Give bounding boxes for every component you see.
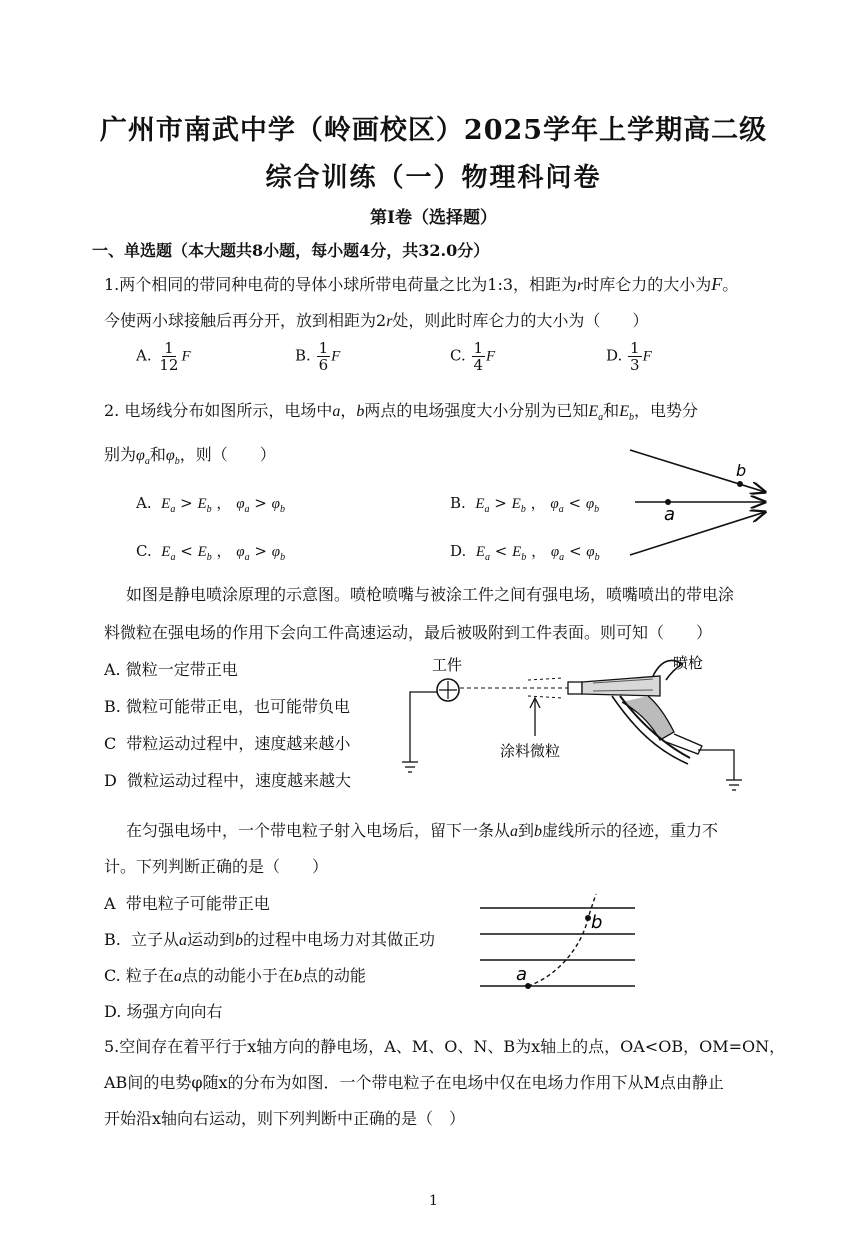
label-a: a — [664, 504, 676, 525]
q2-option-d[interactable]: D. $E_a < E_b$ ， $\varphi_a < \varphi_b$ — [450, 542, 600, 563]
q1-option-c[interactable]: C. $\frac{1}{4}$ F — [450, 339, 496, 374]
q2-option-b[interactable]: B. $E_a > E_b$ ， $\varphi_a < \varphi_b$ — [450, 494, 600, 515]
q3-option-d[interactable]: D 微粒运动过程中，速度越来越大 — [104, 771, 352, 790]
label-a: a — [516, 964, 528, 985]
q4-line2: 计。下列判断正确的是（ ） — [104, 857, 329, 876]
q4-line1: 在匀强电场中，一个带电粒子射入电场后，留下一条从a到b虚线所示的径迹，重力不 — [126, 821, 719, 840]
point-b — [737, 481, 743, 487]
spray-gun-icon — [568, 660, 702, 764]
q3-option-c[interactable]: C 带粒运动过程中，速度越来越小 — [104, 734, 351, 753]
q4-option-a[interactable]: A 带电粒子可能带正电 — [104, 894, 270, 913]
exam-title-line2: 综合训练（一）物理科问卷 — [265, 163, 602, 193]
q2-line2: 别为$\varphi_a$和$\varphi_b$，则（ ） — [104, 445, 276, 468]
q1-option-b[interactable]: B. $\frac{1}{6}$ F — [295, 339, 341, 374]
exam-title-line1: 广州市南武中学（岭画校区）2025学年上学期高二级 — [99, 115, 768, 146]
q4-option-b[interactable]: B. 立子从a运动到b的过程中电场力对其做正功 — [104, 930, 436, 949]
q3-option-a[interactable]: A. 微粒一定带正电 — [104, 660, 238, 679]
particles-label: 涂料微粒 — [500, 742, 561, 760]
q3-line2: 料微粒在强电场的作用下会向工件高速运动，最后被吸附到工件表面。则可知（ ） — [104, 623, 713, 642]
page-number: 1 — [429, 1193, 438, 1209]
q2-option-c[interactable]: C. $E_a < E_b$ ， $\varphi_a > \varphi_b$ — [136, 542, 286, 563]
q5-line3: 开始沿x轴向右运动，则下列判断中正确的是（ ） — [104, 1109, 466, 1128]
q2-line1: 2. 电场线分布如图所示，电场中a，b两点的电场强度大小分别为已知$E_a$和$E_b$，电势分 — [104, 401, 698, 424]
q4-option-c[interactable]: C. 粒子在a点的动能小于在b点的动能 — [104, 966, 366, 985]
q1-line2: 今使两小球接触后再分开，放到相距为2r处，则此时库仑力的大小为（ ） — [104, 311, 649, 330]
q3-line1: 如图是静电喷涂原理的示意图。喷枪喷嘴与被涂工件之间有强电场，喷嘴喷出的带电涂 — [126, 585, 735, 604]
q2-option-a[interactable]: A. $E_a > E_b$ ， $\varphi_a > \varphi_b$ — [136, 494, 285, 515]
gun-label: 喷枪 — [673, 654, 704, 672]
q1-option-a[interactable]: A. $\frac{1}{12}$ F — [136, 339, 191, 374]
q2-field-lines-figure — [620, 440, 780, 565]
part-title: 第Ⅰ卷（选择题） — [370, 208, 497, 228]
section-heading: 一、单选题（本大题共8小题，每小题4分，共32.0分） — [92, 241, 490, 260]
field-line-bottom — [630, 512, 765, 555]
label-b: b — [591, 912, 603, 933]
q4-uniform-field-figure — [470, 890, 640, 995]
q3-spray-figure — [398, 650, 758, 800]
q3-option-b[interactable]: B. 微粒可能带正电，也可能带负电 — [104, 697, 350, 716]
q5-line2: AB间的电势φ随x的分布为如图．一个带电粒子在电场中仅在电场力作用下从M点由静止 — [104, 1073, 724, 1092]
q1-option-d[interactable]: D. $\frac{1}{3}$ F — [606, 339, 652, 374]
q5-line1: 5.空间存在着平行于x轴方向的静电场，A、M、O、N、B为x轴上的点，OA<OB，OM=ON， — [104, 1037, 786, 1056]
label-b: b — [736, 461, 747, 480]
q1-line1: 1.两个相同的带同种电荷的导体小球所带电荷量之比为1:3，相距为r时库仑力的大小为F。 — [104, 274, 739, 294]
q4-option-d[interactable]: D. 场强方向向右 — [104, 1002, 223, 1021]
workpiece-label: 工件 — [432, 656, 463, 674]
